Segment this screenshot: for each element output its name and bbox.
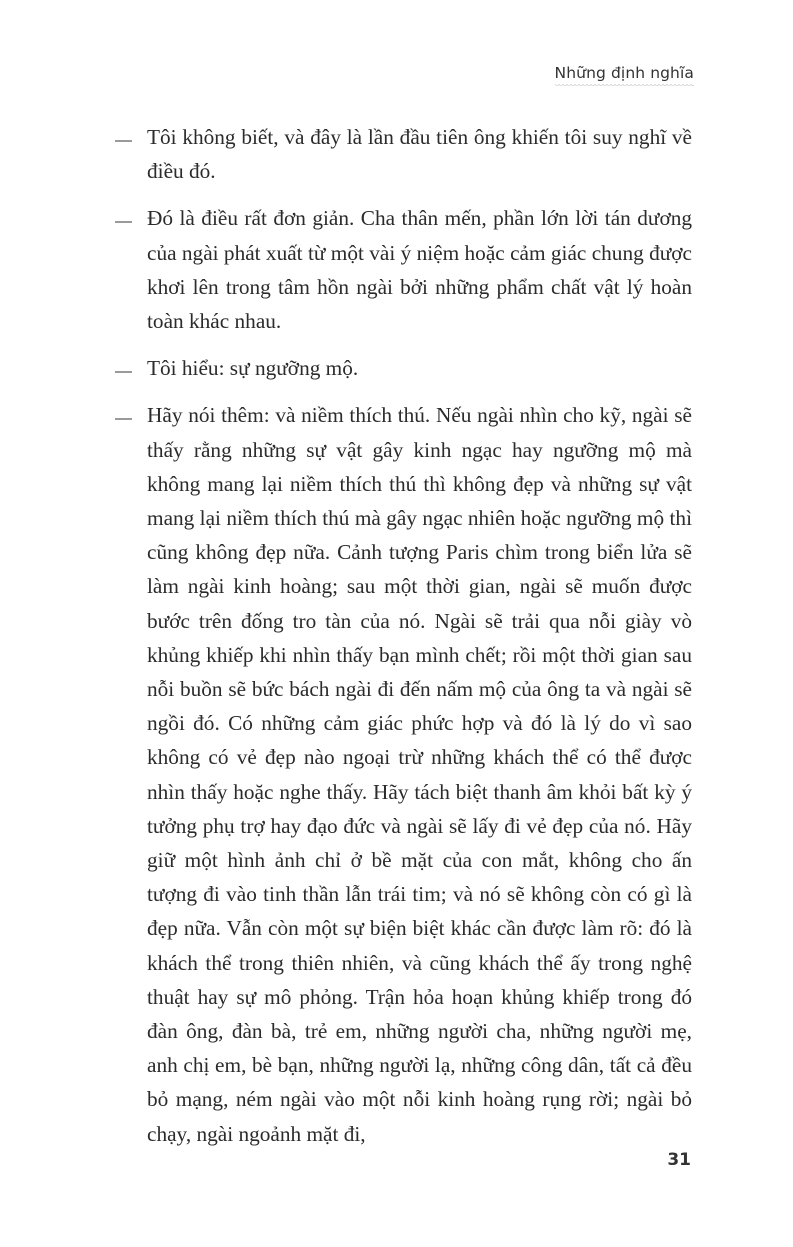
paragraph-text: Đó là điều rất đơn giản. Cha thân mến, phần lớn lời tán dương của ngài phát xuất từ một vài ý niệm hoặc cảm giác chung được khơi lên trong tâm hồn ngài bởi những phẩm chất vật lý hoàn toàn khác nhau. xyxy=(147,206,692,334)
page-body xyxy=(112,120,692,1164)
wavy-underline xyxy=(555,84,694,88)
dialogue-dash-icon xyxy=(115,371,132,373)
paragraph-text: Tôi hiểu: sự ngưỡng mộ. xyxy=(147,356,359,381)
dialogue-dash-icon xyxy=(115,221,132,223)
dialogue-dash-icon xyxy=(115,140,132,142)
dialogue-paragraph xyxy=(112,120,692,188)
paragraph-text: Hãy nói thêm: và niềm thích thú. Nếu ngài nhìn cho kỹ, ngài sẽ thấy rằng những sự vật gây kinh ngạc hay ngưỡng mộ mà không mang lại niềm thích thú thì không đẹp và những sự vật mang lại niềm thích thú mà gây ngạc nhiên hoặc ngưỡng mộ thì cũng không đẹp nữa. Cảnh tượng Paris chìm trong biển lửa sẽ làm ngài kinh hoàng; sau một thời gian, ngài sẽ muốn được bước trên đống tro tàn của nó. Ngài sẽ trải qua nỗi giày vò khủng khiếp khi nhìn thấy bạn mình chết; rồi một thời gian sau nỗi buồn sẽ bức bách ngài đi đến nấm mộ của ông ta và ngài sẽ ngồi đó. Có những cảm giác phức hợp và đó là lý do vì sao không có vẻ đẹp nào ngoại trừ những khách thể có thể được nhìn thấy hoặc nghe thấy. Hãy tách biệt thanh âm khỏi bất kỳ ý tưởng phụ trợ hay đạo đức và ngài sẽ lấy đi vẻ đẹp của nó. Hãy giữ một hình ảnh chỉ ở bề mặt của con mắt, không cho ấn tượng đi vào tinh thần lẫn trái tim; và nó sẽ không còn có gì là đẹp nữa. Vẫn còn một sự biện biệt khác cần được làm rõ: đó là khách thể trong thiên nhiên, và cũng khách thể ấy trong nghệ thuật hay sự mô phỏng. Trận hỏa hoạn khủng khiếp trong đó đàn ông, đàn bà, trẻ em, những người cha, những người mẹ, anh chị em, bè bạn, những người lạ, những công dân, tất cả đều bỏ mạng, ném ngài vào một nỗi kinh hoàng rụng rời; ngài bỏ chạy, ngài ngoảnh mặt đi, xyxy=(147,403,692,1146)
running-header xyxy=(555,64,694,88)
dialogue-paragraph xyxy=(112,351,692,385)
paragraph-text: Tôi không biết, và đây là lần đầu tiên ông khiến tôi suy nghĩ về điều đó. xyxy=(147,125,692,184)
chapter-title: Những định nghĩa xyxy=(554,64,694,82)
dialogue-paragraph xyxy=(112,398,692,1150)
dialogue-paragraph xyxy=(112,201,692,338)
dialogue-dash-icon xyxy=(115,418,132,420)
page-number: 31 xyxy=(667,1150,691,1170)
